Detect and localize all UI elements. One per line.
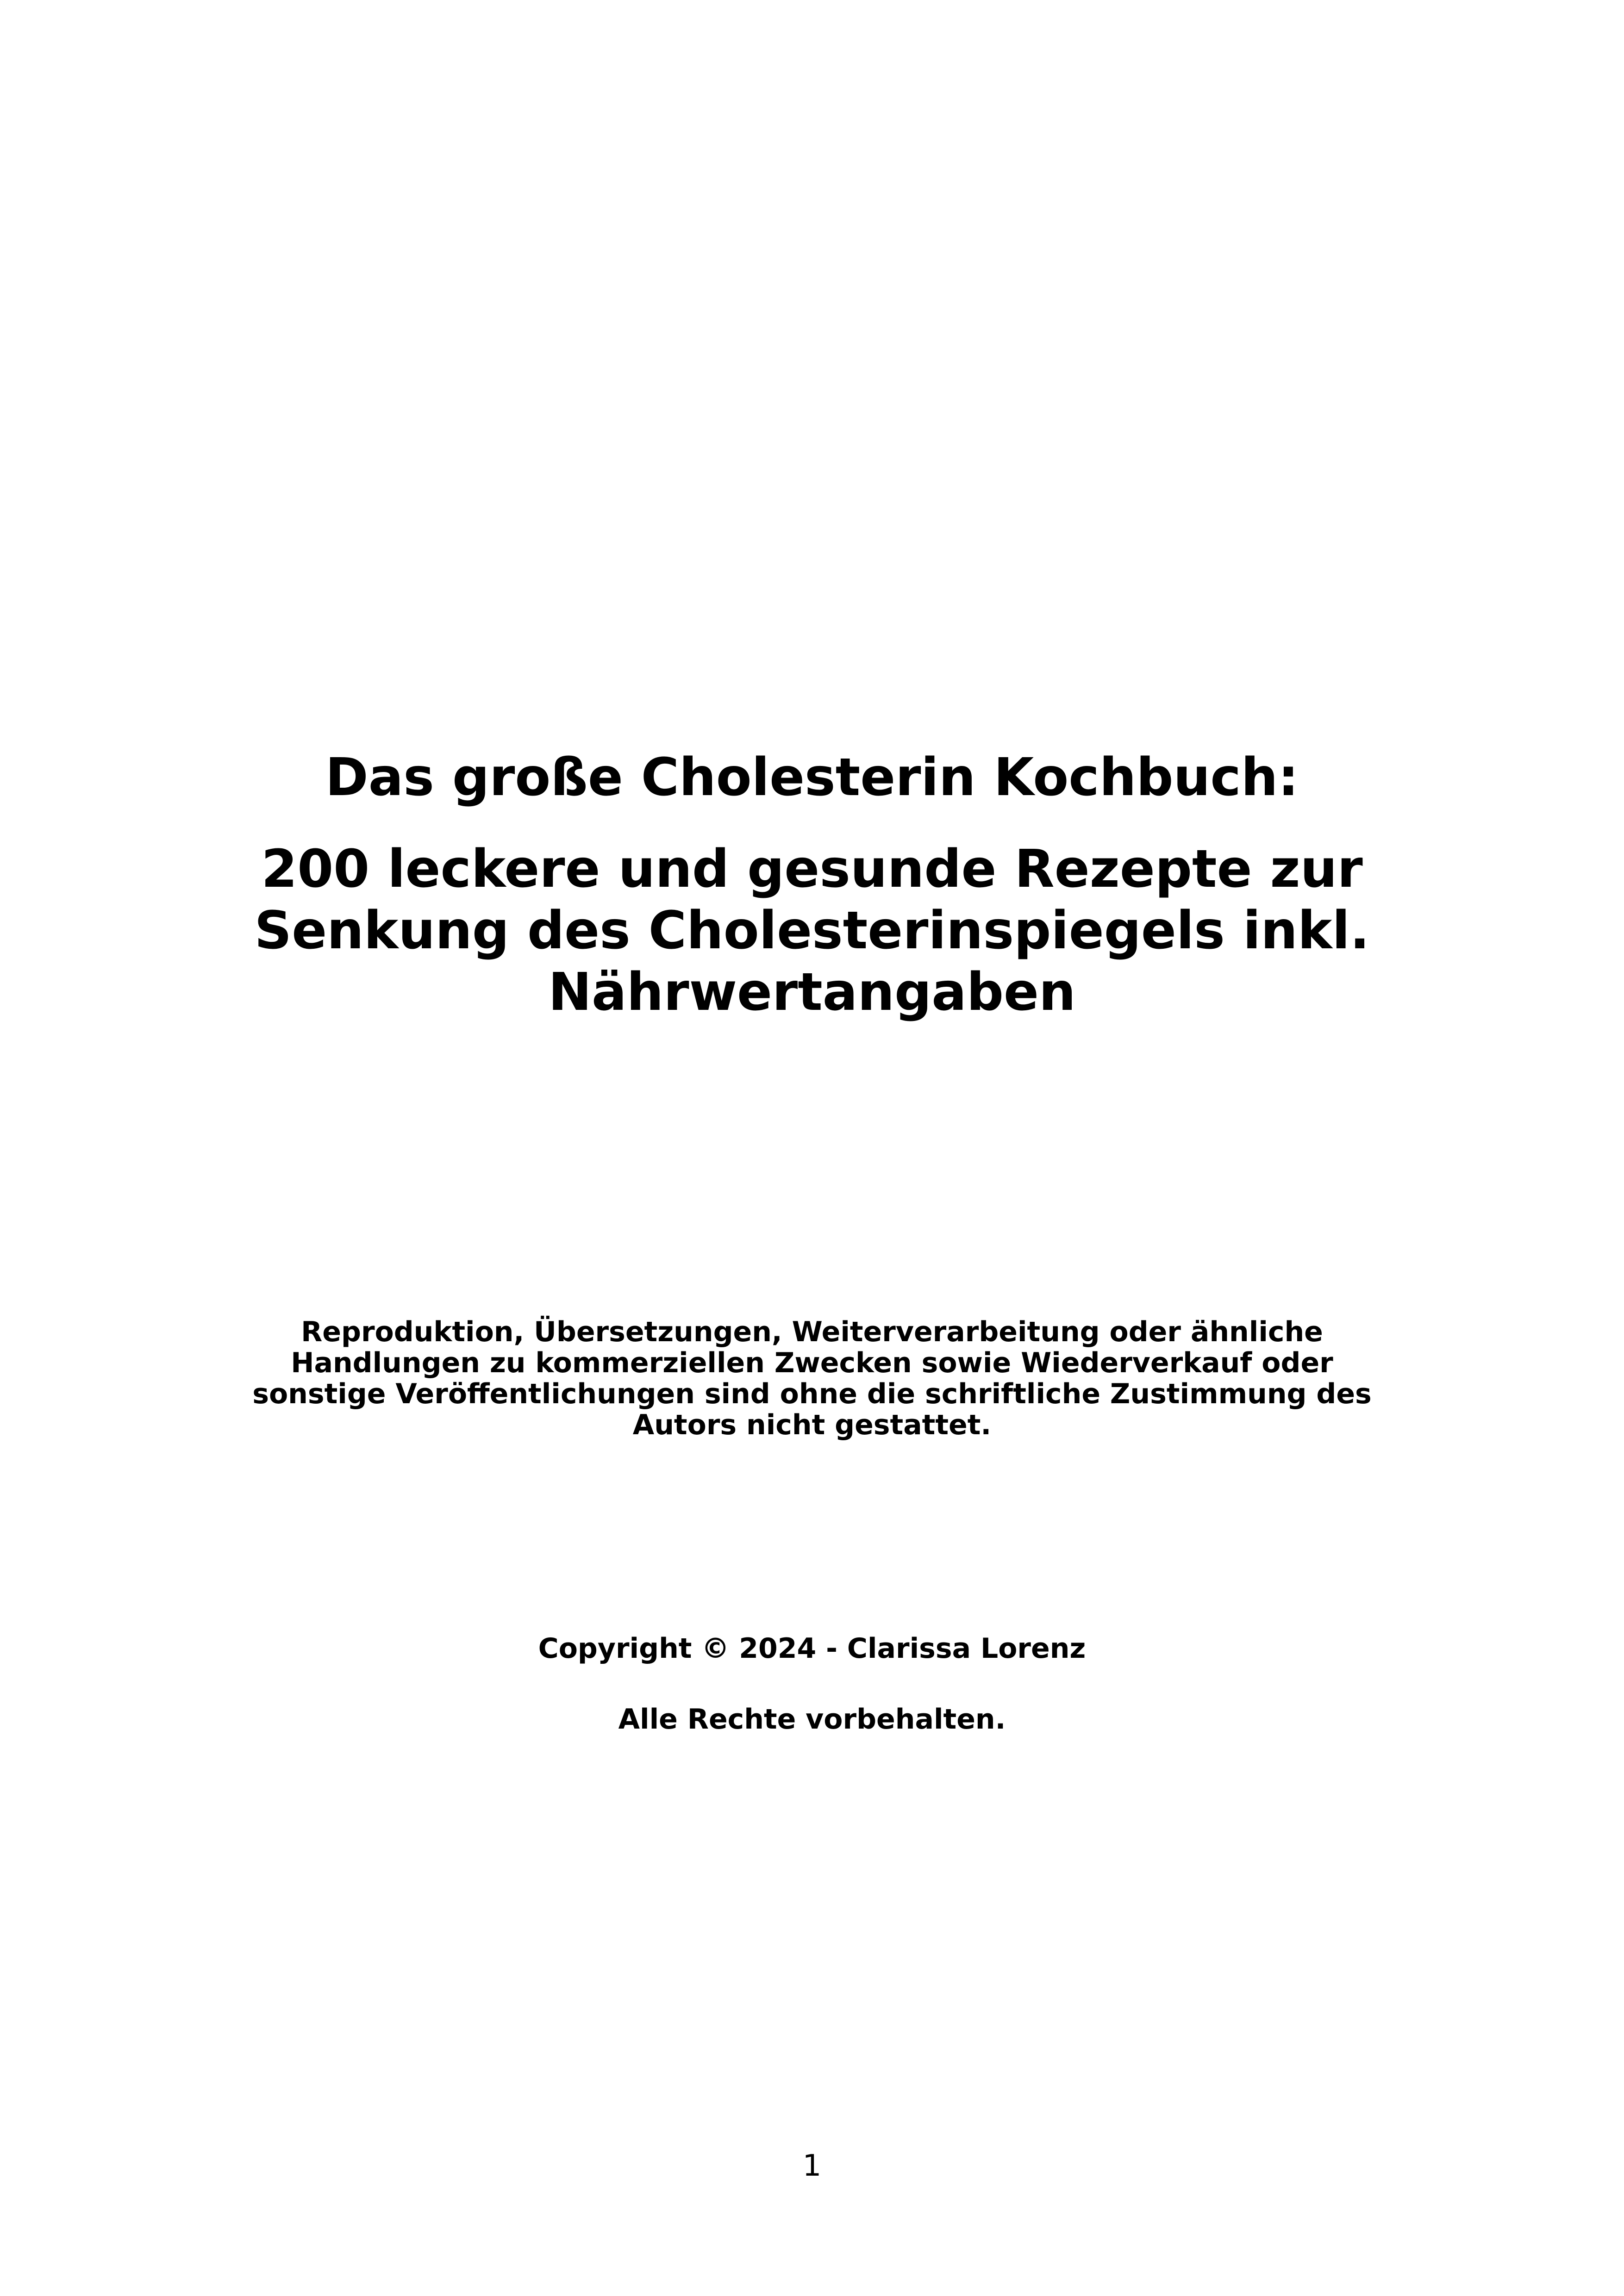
page-number: 1 bbox=[802, 2149, 822, 2183]
rights-reserved: Alle Rechte vorbehalten. bbox=[618, 1703, 1006, 1736]
copyright-line: Copyright © 2024 - Clarissa Lorenz bbox=[538, 1632, 1086, 1665]
book-title: Das große Cholesterin Kochbuch: bbox=[325, 747, 1299, 808]
reproduction-notice: Reproduktion, Übersetzungen, Weiterverarbeitung oder ähnliche Handlungen zu kommerziellen Zwecken sowie Wiederverkauf oder sonstige Veröffentlichungen sind ohne die schriftliche Zustimmung des Autors nicht gestattet. bbox=[252, 1316, 1372, 1441]
book-subtitle: 200 leckere und gesunde Rezepte zur Senkung des Cholesterinspiegels inkl. Nährwertangaben bbox=[254, 839, 1370, 1022]
